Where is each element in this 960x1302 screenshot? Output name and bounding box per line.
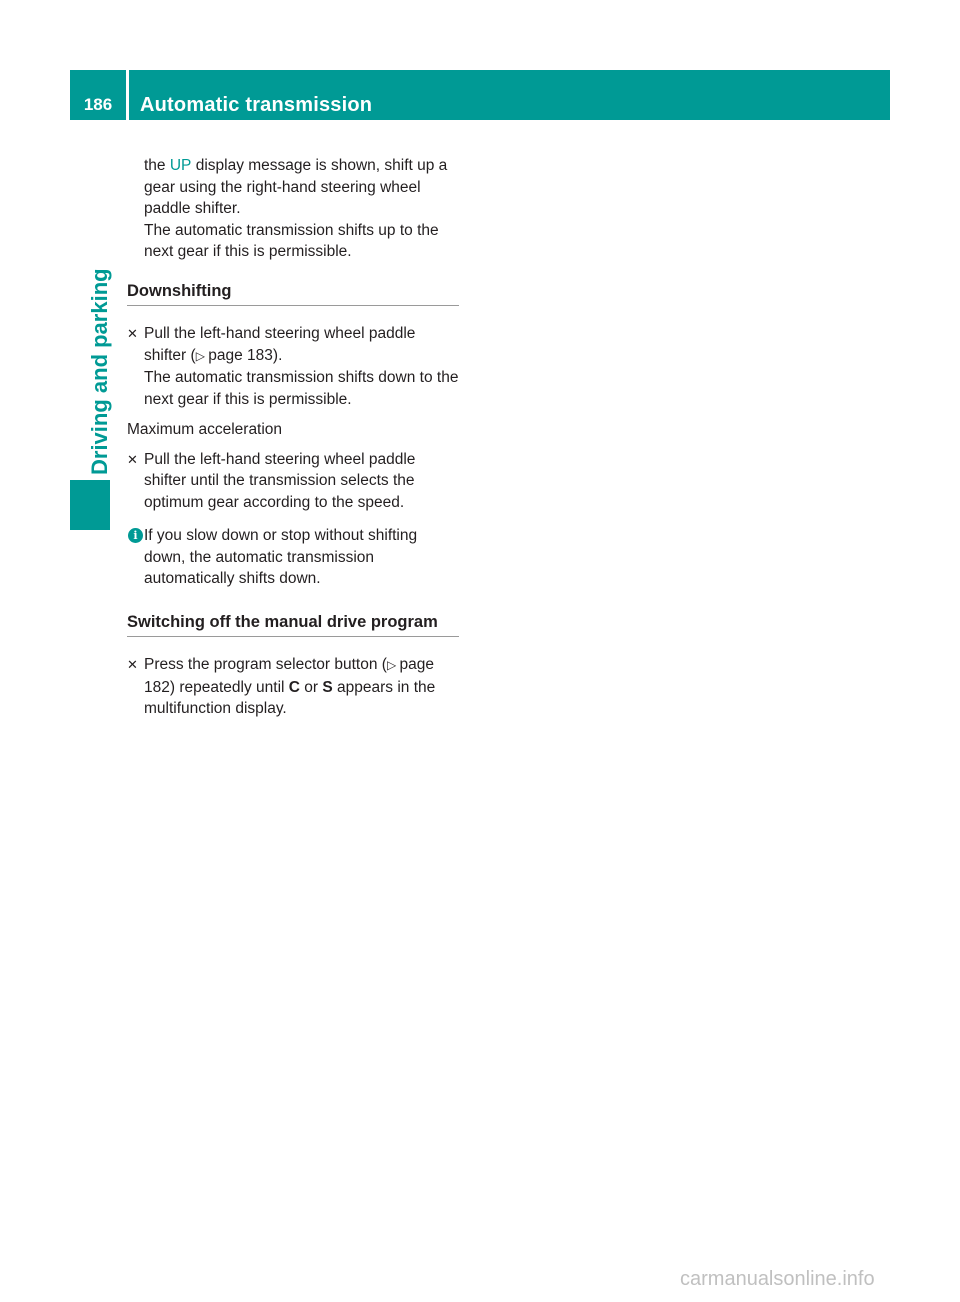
switch-off-heading: Switching off the manual drive program	[127, 612, 459, 638]
max-acceleration-label: Maximum acceleration	[127, 421, 283, 438]
page-ref-link[interactable]: page 182	[144, 656, 434, 696]
intro-result: The automatic transmission shifts up to the next gear if this is permissible.	[144, 221, 439, 260]
mode-s: S	[322, 678, 333, 696]
step-arrow-icon: ✕	[127, 451, 138, 467]
downshifting-heading: Downshifting	[127, 281, 459, 307]
info-note: i If you slow down or stop without shifting down, the automatic transmission automatically shifts down.	[127, 525, 459, 590]
mode-c: C	[288, 678, 300, 696]
side-tab-label: Driving and parking	[87, 268, 112, 475]
page-number: 186	[83, 95, 113, 114]
page-ref-link[interactable]: page 183	[208, 346, 273, 364]
step-arrow-icon: ✕	[127, 657, 138, 672]
page-header	[70, 70, 890, 120]
downshift-result: The automatic transmission shifts down to the next gear if this is permissible.	[144, 369, 459, 408]
downshift-step: ✕ Pull the left-hand steering wheel paddle shifter (▷ page 183). The automatic transmission shifts down to the next gear if this is permissible.	[127, 323, 459, 410]
page-content	[127, 155, 459, 720]
max-acceleration-step: ✕ Pull the left-hand steering wheel paddle shifter until the transmission selects the optimum gear according to the speed.	[127, 450, 416, 511]
page-ref-arrow-icon: ▷	[195, 348, 209, 363]
watermark: carmanualsonline.info	[680, 1268, 875, 1290]
intro-paragraph	[127, 155, 459, 263]
step-arrow-icon: ✕	[127, 326, 138, 341]
section-title: Automatic transmission	[140, 94, 373, 116]
intro-text-cont: display message is shown, shift up a gear using the right-hand steering wheel paddle shifter.	[144, 157, 448, 217]
side-tab-marker	[70, 480, 110, 530]
page-ref-arrow-icon: ▷	[386, 658, 400, 672]
switch-off-step: ✕ Press the program selector button (▷ page 182) repeatedly until C or S appears in the multifunction display.	[127, 656, 436, 717]
info-icon: i	[128, 528, 143, 543]
intro-text: the	[144, 157, 170, 174]
display-message-up: UP	[169, 157, 192, 174]
header-divider	[126, 70, 129, 120]
